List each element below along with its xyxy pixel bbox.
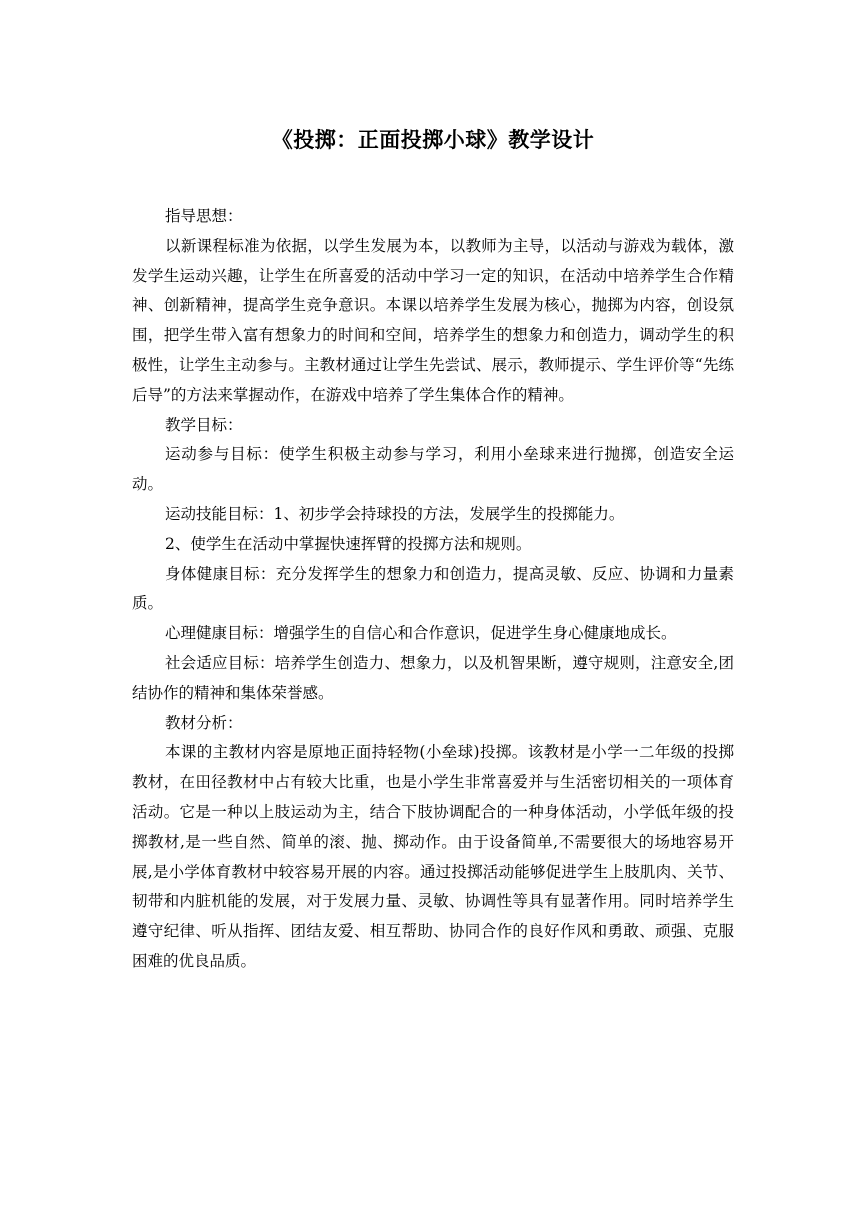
paragraph-goal-physical: 身体健康目标：充分发挥学生的想象力和创造力，提高灵敏、反应、协调和力量素质。 xyxy=(132,564,734,613)
paragraph-goal-social: 社会适应目标：培养学生创造力、想象力，以及机智果断，遵守规则，注意安全,团结协作的精神和集体荣誉感。 xyxy=(132,653,734,702)
paragraph-guiding-body: 以新课程标准为依据，以学生发展为本，以教师为主导，以活动与游戏为载体，激发学生运动兴趣，让学生在所喜爱的活动中学习一定的知识，在活动中培养学生合作精神、创新精神，提高学生竞争意识。本课以培养学生发展为核心，抛掷为内容，创设氛围，把学生带入富有想象力的时间和空间，培养学生的想象力和创造力，调动学生的积极性，让学生主动参与。主教材通过让学生先尝试、展示，教师提示、学生评价等“先练后导”的方法来掌握动作，在游戏中培养了学生集体合作的精神。 xyxy=(132,236,734,404)
paragraph-analysis-heading: 教材分析： xyxy=(165,713,243,732)
paragraph-goal-skill-2: 2、使学生在活动中掌握快速挥臂的投掷方法和规则。 xyxy=(165,534,532,553)
document-title: 《投掷：正面投掷小球》教学设计 xyxy=(271,128,595,152)
paragraph-goal-participation: 运动参与目标：使学生积极主动参与学习，利用小垒球来进行抛掷，创造安全运动。 xyxy=(132,445,734,494)
paragraph-guiding-heading: 指导思想： xyxy=(165,207,243,225)
paragraph-analysis-body: 本课的主教材内容是原地正面持轻物(小垒球)投掷。该教材是小学一二年级的投掷教材，在田径教材中占有较大比重，也是小学生非常喜爱并与生活密切相关的一项体育活动。它是一种以上肢运动为主，结合下肢协调配合的一种身体活动，小学低年级的投掷教材,是一些自然、简单的滚、抛、掷动作。由于设备简单,不需要很大的场地容易开展,是小学体育教材中较容易开展的内容。通过投掷活动能够促进学生上肢肌肉、关节、韧带和内脏机能的发展，对于发展力量、灵敏、协调性等具有显著作用。同时培养学生遵守纪律、听从指挥、团结友爱、相互帮助、协同合作的良好作风和勇敢、顽强、克服困难的优良品质。 xyxy=(132,743,734,970)
paragraph-goals-heading: 教学目标： xyxy=(165,415,243,434)
paragraph-goal-skill: 运动技能目标：1、初步学会持球投的方法，发展学生的投掷能力。 xyxy=(165,504,625,523)
paragraph-goal-mental: 心理健康目标：增强学生的自信心和合作意识，促进学生身心健康地成长。 xyxy=(165,624,677,643)
